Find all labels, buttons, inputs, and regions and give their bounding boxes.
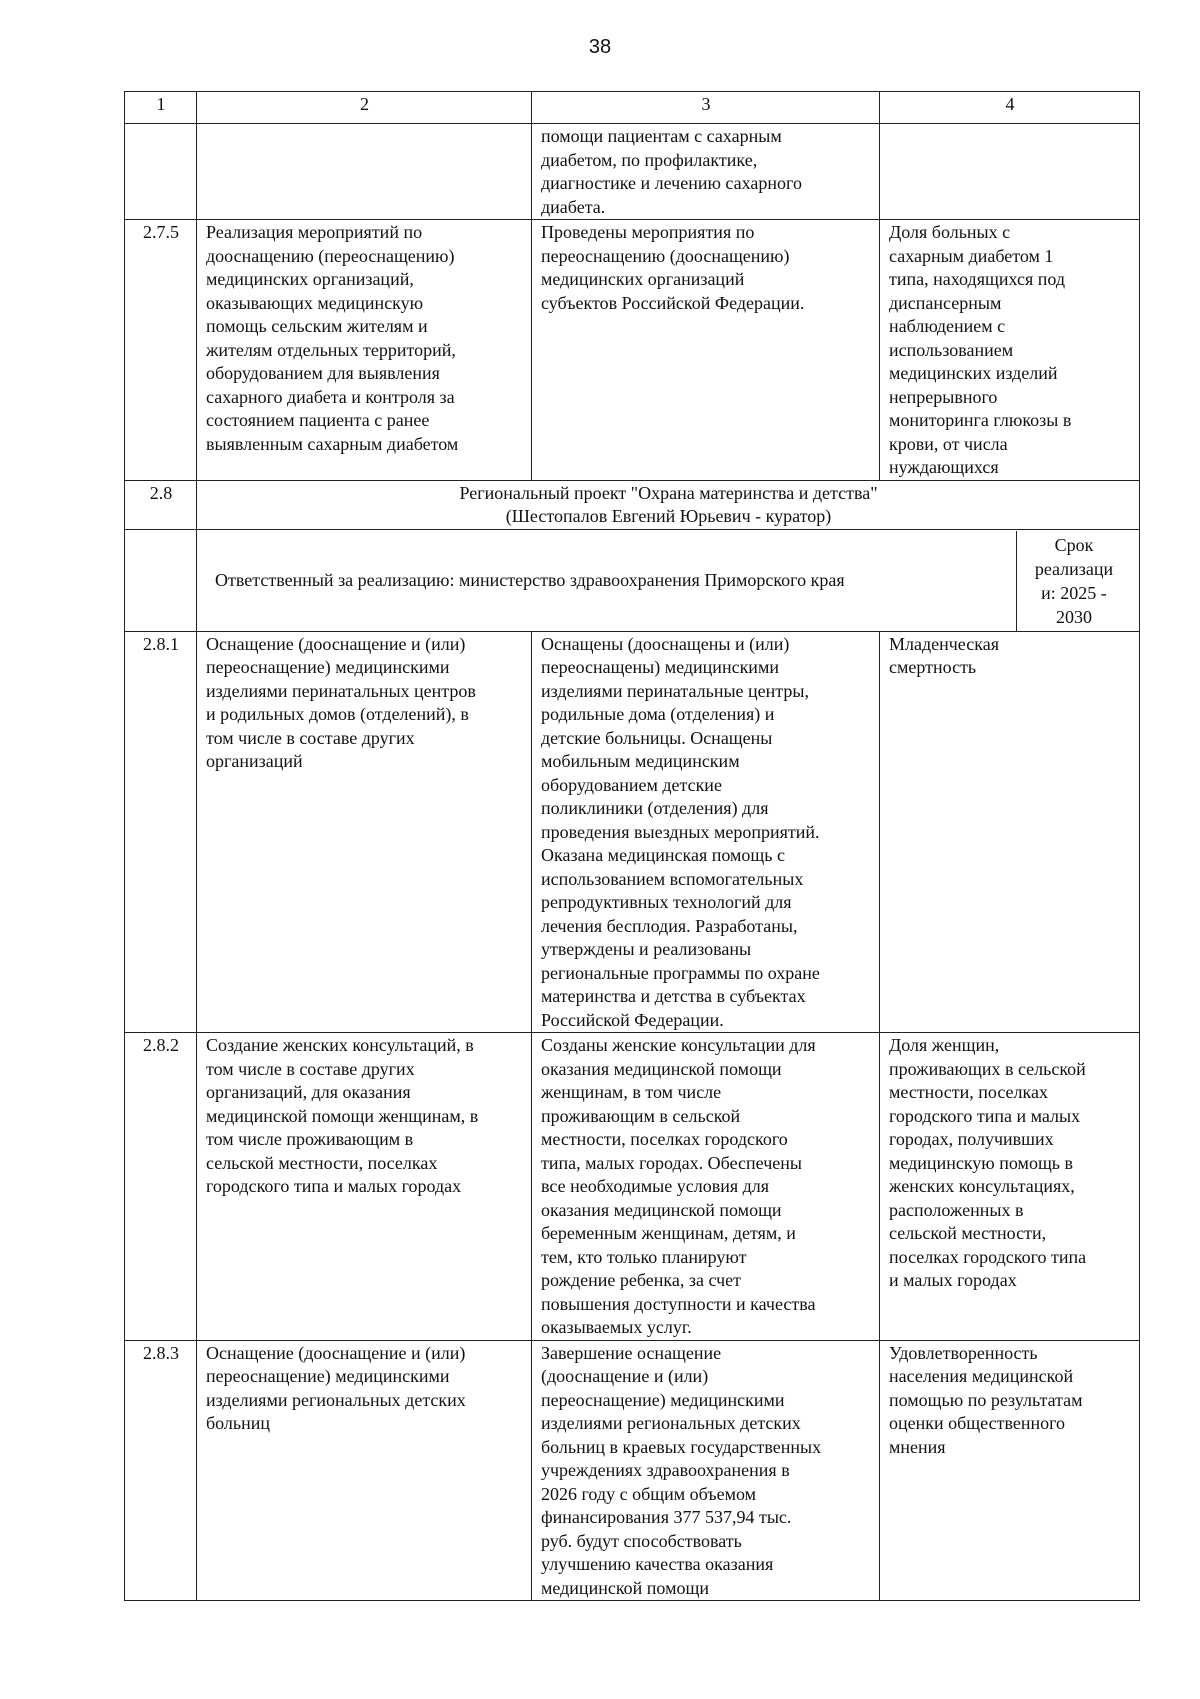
project-number: 2.8 [125,480,197,529]
project-heading [197,480,1140,529]
row-number: 2.8.1 [125,631,197,1033]
measure-name: Реализация мероприятий по дооснащению (переоснащению) медицинских организаций, оказывающих медицинскую помощь сельским жителям и жителям отдельных территорий, оборудованием для выявления сахарного диабета и контроля за состоянием пациента с ранее выявленным сахарным диабетом [197,220,532,481]
project-row [125,480,1140,529]
project-title: Региональный проект "Охрана материнства и детства" [459,482,878,503]
page-number: 38 [588,36,612,58]
header-col-3: 3 [532,92,880,124]
responsible-text: Ответственный за реализацию: министерство здравоохранения Приморского края [215,569,845,590]
measure-result: Завершение оснащение (дооснащение и (или) переоснащение) медицинскими изделиями региональных детских больниц в краевых государственных учреждениях здравоохранения в 2026 году с общим объемом финансирования 377 537,94 тыс. руб. будут способствовать улучшению качества оказания медицинской помощи [532,1340,880,1601]
measure-name: Создание женских консультаций, в том числе в составе других организаций, для оказания медицинской помощи женщинам, в том числе проживающим в сельской местности, поселках городского типа и малых городах [197,1033,532,1341]
measure-indicator [880,124,1140,220]
table-row [125,631,1140,1033]
measure-result: Созданы женские консультации для оказания медицинской помощи женщинам, в том числе проживающим в сельской местности, поселках городского типа, малых городах. Обеспечены все необходимые условия для оказания медицинской помощи беременным женщинам, детям, и тем, кто только планируют рождение ребенка, за счет повышения доступности и качества оказываемых услуг. [532,1033,880,1341]
table-row [125,124,1140,220]
measure-name: Оснащение (дооснащение и (или) переоснащение) медицинскими изделиями перинатальных центров и родильных домов (отделений), в том числе в составе других организаций [197,631,532,1033]
empty-cell [125,529,197,631]
responsible-row [125,529,1140,631]
table-row [125,1340,1140,1601]
measure-result: помощи пациентам с сахарным диабетом, по профилактике, диагностике и лечению сахарного диабета. [532,124,880,220]
row-number: 2.7.5 [125,220,197,481]
measure-indicator: Доля женщин, проживающих в сельской местности, поселках городского типа и малых городах, получивших медицинскую помощь в женских консультациях, расположенных в сельской местности, поселках городского типа и малых городах [880,1033,1140,1341]
row-number: 2.8.2 [125,1033,197,1341]
header-col-2: 2 [197,92,532,124]
table-header-row [125,92,1140,124]
header-col-1: 1 [125,92,197,124]
measure-name: Оснащение (дооснащение и (или) переоснащение) медицинскими изделиями региональных детских больниц [197,1340,532,1601]
measure-result: Оснащены (дооснащены и (или) переоснащены) медицинскими изделиями перинатальные центры, родильные дома (отделения) и детские больницы. Оснащены мобильным медицинским оборудованием детские поликлиники (отделения) для проведения выездных мероприятий. Оказана медицинская помощь с использованием вспомогательных репродуктивных технологий для лечения бесплодия. Разработаны, утверждены и реализованы региональные программы по охране материнства и детства в субъектах Российской Федерации. [532,631,880,1033]
measure-indicator: Удовлетворенность населения медицинской помощью по результатам оценки общественного мнения [880,1340,1140,1601]
implementation-term: Срок реализаци и: 2025 - 2030 [1016,531,1131,631]
measure-indicator: Младенческая смертность [880,631,1140,1033]
table-row [125,1033,1140,1341]
row-number: 2.8.3 [125,1340,197,1601]
row-number [125,124,197,220]
measure-result: Проведены мероприятия по переоснащению (дооснащению) медицинских организаций субъектов Российской Федерации. [532,220,880,481]
responsible-cell [197,529,1140,631]
project-curator: (Шестопалов Евгений Юрьевич - куратор) [505,506,832,526]
measure-name [197,124,532,220]
table-row [125,220,1140,481]
measures-table [124,91,1140,1601]
header-col-4: 4 [880,92,1140,124]
measure-indicator: Доля больных с сахарным диабетом 1 типа, находящихся под диспансерным наблюдением с использованием медицинских изделий непрерывного мониторинга глюкозы в крови, от числа нуждающихся [880,220,1140,481]
